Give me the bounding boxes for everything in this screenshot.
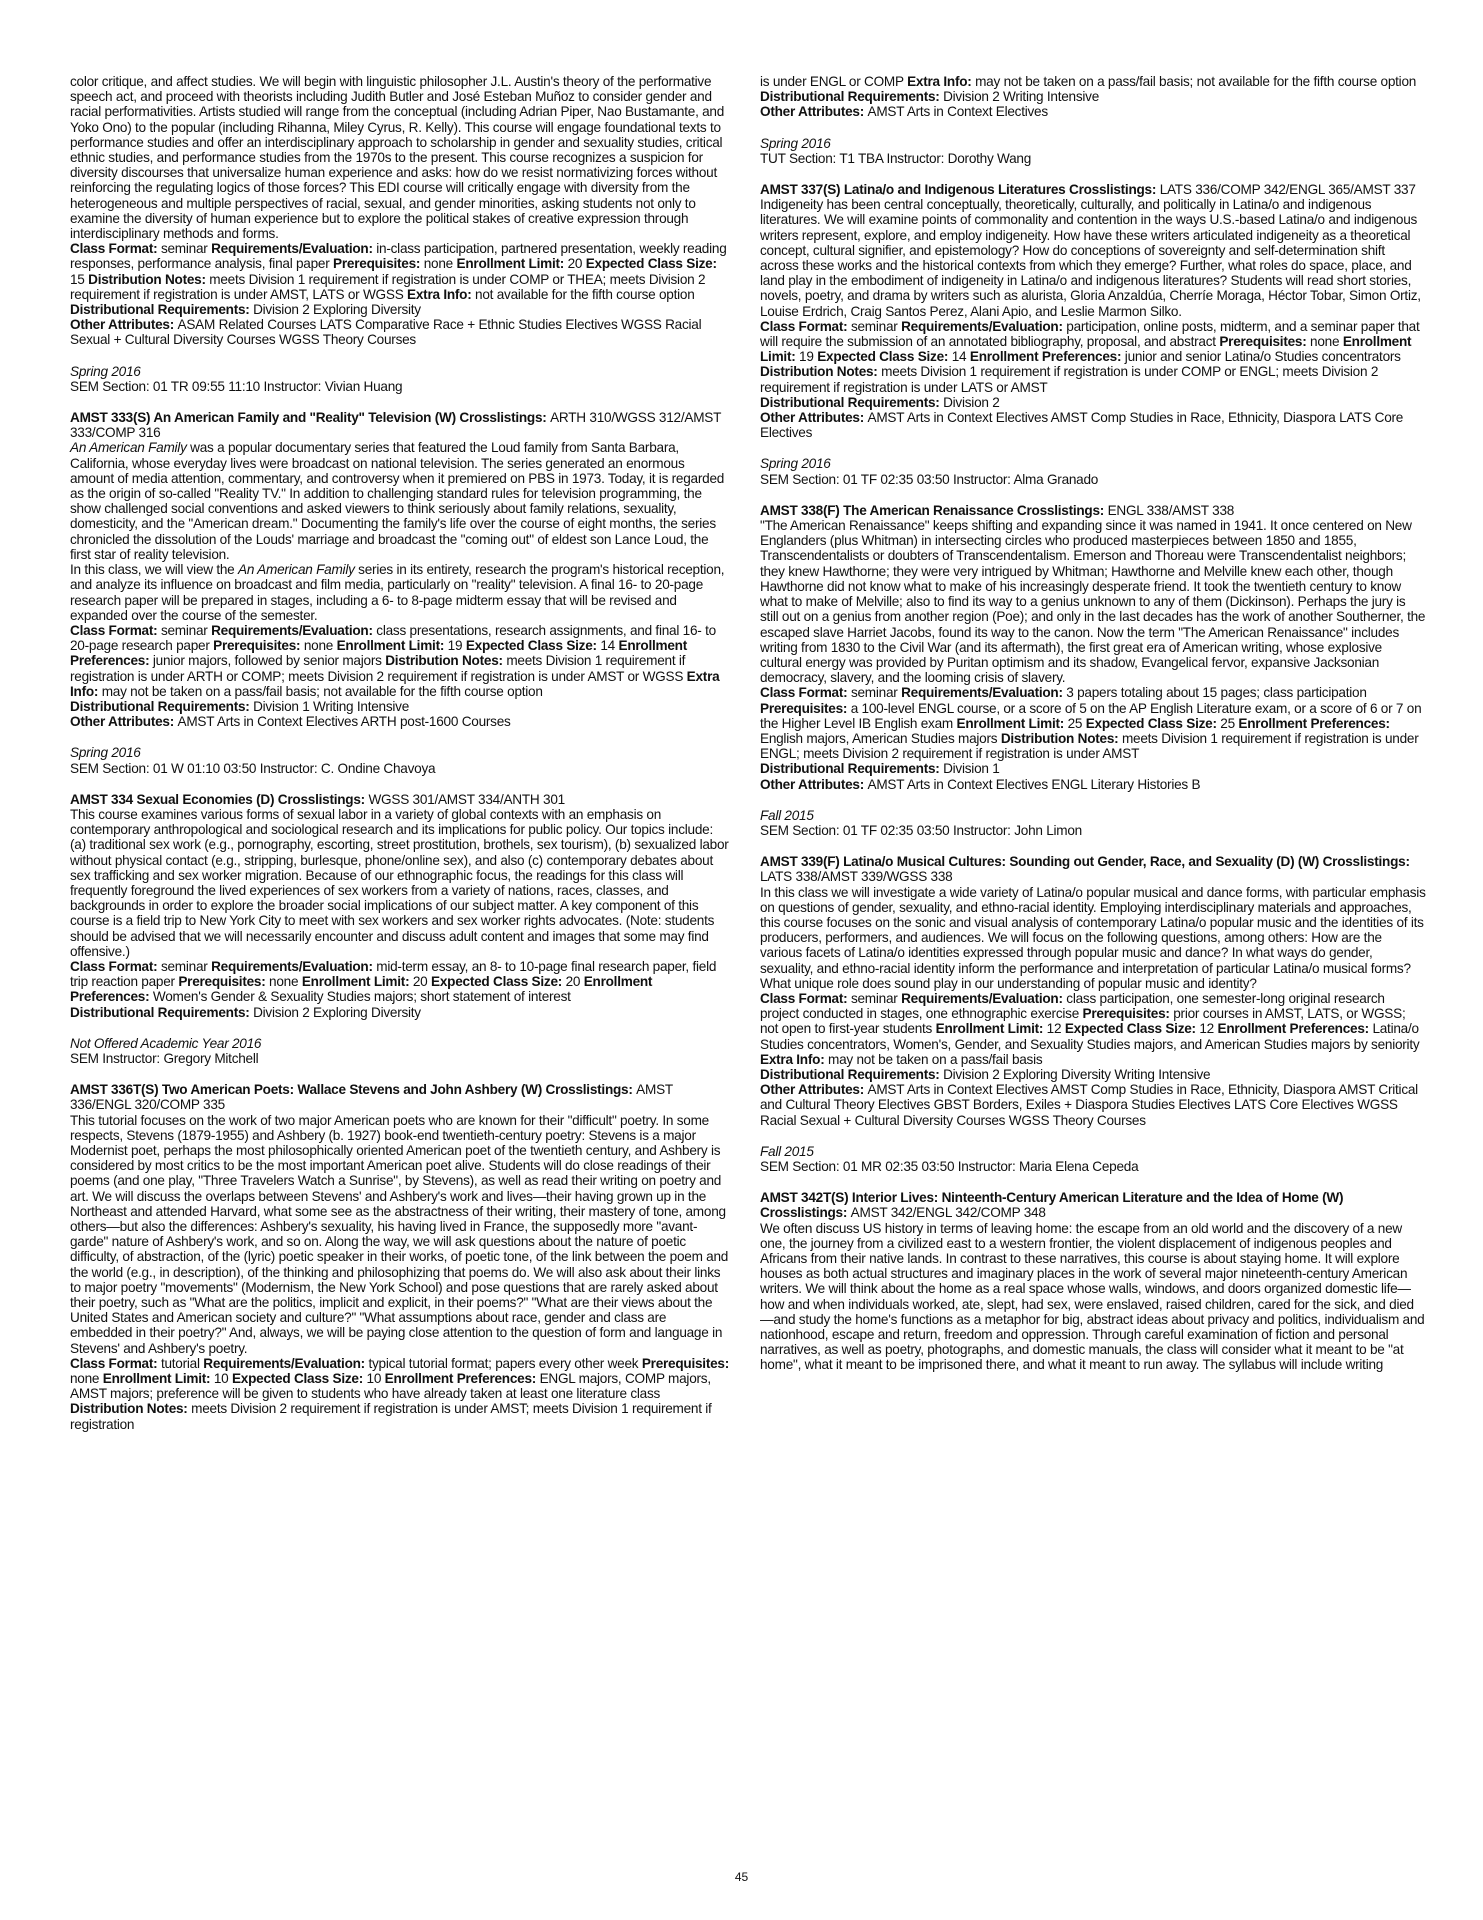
field-value: typical tutorial format; papers every other week <box>368 1355 642 1371</box>
field-label: Distribution Notes: <box>70 1401 192 1417</box>
field-value: AMST Arts in Context Electives <box>867 104 1048 120</box>
course-details <box>70 1356 730 1432</box>
field-label: Prerequisites: <box>760 700 851 716</box>
field-label: Enrollment Limit: <box>301 974 413 990</box>
field-value: LATS 336/COMP 342/ENGL 365/AMST 337 <box>1159 182 1416 198</box>
field-value: 19 <box>799 349 818 365</box>
field-label: Extra Info: <box>760 1051 828 1067</box>
course-details <box>70 562 730 623</box>
field-label: Requirements/Evaluation: <box>901 318 1067 334</box>
field-label: Expected Class Size: <box>431 974 566 990</box>
spacer <box>70 394 730 410</box>
field-value: 20 <box>565 974 584 990</box>
field-value: AMST 342/ENGL 342/COMP 348 <box>850 1205 1046 1221</box>
field-label: Other Attributes: <box>70 317 178 333</box>
course-details <box>70 714 730 729</box>
term-label: Fall 2015 <box>760 807 814 823</box>
page-number: 45 <box>734 1870 749 1884</box>
field-value: none <box>1310 334 1343 350</box>
course-details <box>760 854 1426 884</box>
right-column <box>760 74 1426 1373</box>
field-value: Division 2 Exploring Diversity <box>253 302 421 318</box>
course-details <box>70 1005 730 1020</box>
field-label: Enrollment Limit: <box>456 256 568 272</box>
field-value: ASAM Related Courses LATS Comparative Race + Ethnic Studies Electives WGSS Racial Sexual + Cultural Diversity Courses WGSS Theory Courses <box>70 317 702 348</box>
course-details <box>760 777 1426 792</box>
field-value: tutorial <box>160 1355 204 1371</box>
field-value: class presentations, research assignments, and final 16- to 20-page research paper <box>70 622 716 654</box>
field-label: Class Format: <box>70 241 161 257</box>
field-label: Requirements/Evaluation: <box>901 685 1067 701</box>
field-value: was a popular documentary series that featured the Loud family from Santa Barbara, California, whose everyday lives were broadcast on national television. The series generated an enormous amount of media attention, commentary, and controversy when it premiered on PBS in 1973. Today, it is regarded as the origin of so-called "Reality TV." In addition to challenging standard rules for television programming, the show challenged social conventions and asked viewers to think seriously about family relations, sexuality, domesticity, and the "American dream." Documenting the family's life over the course of eight months, the series chronicled the dissolution of the Louds' marriage and broadcast the "coming out" of eldest son Lance Loud, the first star of reality television. <box>70 440 725 562</box>
course-details <box>70 699 730 714</box>
field-value: Division 2 Exploring Diversity <box>253 1004 421 1020</box>
field-value: Division 1 Writing Intensive <box>253 698 410 714</box>
left-column <box>70 74 730 1432</box>
field-value: 14 <box>600 638 619 654</box>
field-value: in-class participation, partnered presentation, weekly reading responses, performance analysis, final paper <box>70 241 727 272</box>
field-value: Division 1 <box>943 761 1000 777</box>
spacer <box>760 792 1426 808</box>
spacer <box>760 487 1426 503</box>
course-details <box>70 959 730 1005</box>
field-label: Enrollment Preferences: <box>70 638 687 669</box>
field-label: Enrollment Preferences: <box>1217 1021 1373 1037</box>
field-label: Enrollment Limit: <box>336 638 448 654</box>
field-value: AMST Arts in Context Electives AMST Comp Studies in Race, Ethnicity, Diaspora AMST Critical and Cultural Theory Electives GBST Borders, Exiles + Diaspora Studies Electives LATS Core Electives WGSS Racial Sexual + Cultural Diversity Courses WGSS Theory Courses <box>760 1082 1418 1128</box>
course-details <box>760 991 1426 1067</box>
section-info: TUT Section: T1 TBA Instructor: Dorothy Wang <box>760 150 1032 166</box>
field-value: AMST 336/ENGL 320/COMP 335 <box>70 1082 673 1113</box>
field-label: Expected Class Size: <box>1085 715 1221 731</box>
field-label: AMST 342T(S) Interior Lives: Ninteenth-Century American Literature and the Idea of Home (W) Crosslistings: <box>760 1190 1344 1221</box>
course-details <box>70 623 730 699</box>
field-value: meets Division 1 requirement if registration is under ENGL; meets Division 2 requirement if registration is under AMST <box>760 730 1419 762</box>
field-label: Extra Info: <box>407 286 476 302</box>
field-value: not available for the fifth course option <box>475 286 695 302</box>
field-value: class participation, one semester-long original research project conducted in stages, one ethnographic exercise <box>760 990 1385 1022</box>
field-label: Other Attributes: <box>760 1082 868 1098</box>
field-label: Enrollment Preferences: <box>1238 715 1390 731</box>
field-value: ARTH 310/WGSS 312/AMST 333/COMP 316 <box>70 410 721 441</box>
field-label: Other Attributes: <box>760 776 868 792</box>
field-label: Requirements/Evaluation: <box>901 990 1067 1006</box>
italic-title: An American Family <box>70 440 187 456</box>
field-label: Other Attributes: <box>70 714 178 730</box>
field-label: Enrollment Preferences: <box>384 1371 540 1387</box>
field-label: Class Format: <box>70 1355 161 1371</box>
field-value: seminar <box>160 241 212 257</box>
field-label: Prerequisites: <box>213 638 304 654</box>
field-value: none <box>70 1371 103 1387</box>
field-label: Distributional Requirements: <box>760 1066 944 1082</box>
course-description: color critique, and affect studies. We will begin with linguistic philosopher J.L. Austin's theory of the performative speech act, and proceed with theorists including Judith Butler and José Esteban Muñoz to consider gender and racial performativities. Artists studied will range from the conceptual (including Adrian Piper, Nao Bustamante, and Yoko Ono) to the popular (including Rihanna, Miley Cyrus, R. Kelly). This course will engage foundational texts to performance studies and offer an interdisciplinary approach to scholarship in gender and sexuality studies, critical ethnic studies, and performance studies from the 1970s to the present. This course recognizes a suspicion for diversity discourses that universalize human experience and asks: how do we resist normativizing forces without reinforcing the regulating logics of those forces? This EDI course will critically engage with diversity from the heterogeneous and multiple perspectives of racial, sexual, and gender minorities, asking students not only to examine the diversity of human experience but to explore the political stakes of creative expression through interdisciplinary methods and forms. <box>70 74 725 242</box>
term-label: Spring 2016 <box>760 456 831 472</box>
field-value: 15 <box>70 271 89 287</box>
field-label: Expected Class Size: <box>1064 1021 1200 1037</box>
course-details <box>760 503 1426 518</box>
field-value: LATS 338/AMST 339/WGSS 338 <box>760 869 953 885</box>
course-details <box>70 241 730 302</box>
field-label: Extra Info: <box>907 74 976 89</box>
field-value: ENGL majors, COMP majors, AMST majors; preference will be given to students who have already taken at least one literature class <box>70 1371 711 1402</box>
field-label: Distributional Requirements: <box>760 761 944 777</box>
field-value: is under ENGL or COMP <box>760 74 908 89</box>
spacer <box>70 1066 730 1082</box>
field-label: Requirements/Evaluation: <box>211 241 377 257</box>
field-label: Prerequisites: <box>1082 1006 1174 1022</box>
field-value: Division 2 Writing Intensive <box>943 89 1100 105</box>
field-value: AMST Arts in Context Electives AMST Comp Studies in Race, Ethnicity, Diaspora LATS Core Electives <box>760 410 1404 441</box>
course-details <box>70 410 730 440</box>
field-label: Prerequisites: <box>641 1355 730 1371</box>
field-value: meets Division 1 requirement if registration is under ARTH or COMP; meets Division 2 requirement if registration is under AMST or WGSS <box>70 653 687 684</box>
field-value: none <box>303 638 337 654</box>
field-value: participation, online posts, midterm, and a seminar paper that will require the submission of an annotated bibliography, proposal, and abstract <box>760 318 1420 350</box>
field-value: junior and senior Latina/o Studies concentrators <box>1124 349 1401 365</box>
field-label: Class Format: <box>70 958 161 974</box>
course-details <box>70 792 730 807</box>
field-value: 12 <box>1199 1021 1218 1037</box>
field-value: Division 2 Exploring Diversity Writing Intensive <box>943 1066 1211 1082</box>
spacer <box>760 1174 1426 1190</box>
field-label: Enrollment Limit: <box>956 715 1068 731</box>
field-value: 20 <box>412 974 432 990</box>
field-label: Distributional Requirements: <box>70 302 254 318</box>
field-value: seminar <box>160 622 212 638</box>
field-value: seminar <box>160 958 212 974</box>
term-label: Spring 2016 <box>760 135 831 151</box>
field-value: may not be taken on a pass/fail basis; not available for the fifth course option <box>975 74 1417 89</box>
field-value: 25 <box>1067 715 1086 731</box>
course-description: Indigeneity has been central conceptually, theoretically, culturally, and politically in Latina/o and indigenous literatures. We will examine points of commonality and contention in the ways U.S.-based Latina/o and indigenous writers represent, explore, and employ indigeneity. How have these writers articulated indigeneity as a theoretical concept, cultural signifier, and epistemology? How do conceptions of sovereignty and self-determination shift across these works and the historical contexts from which they emerge? Further, what roles do space, place, and land play in the embodiment of indigeneity in Latina/o and indigenous literatures? Students will read short stories, novels, poetry, and drama by writers such as alurista, Gloria Anzaldúa, Cherríe Moraga, Héctor Tobar, Simon Ortiz, Louise Erdrich, Craig Santos Perez, Alani Apio, and Leslie Marmon Silko. <box>760 197 1421 319</box>
spacer <box>70 348 730 364</box>
field-value: seminar <box>850 685 902 701</box>
field-label: Class Format: <box>760 990 851 1006</box>
field-label: Class Format: <box>70 622 161 638</box>
field-value: meets Division 1 requirement if registration is under COMP or THEA; meets Division 2 requirement if registration is under AMST, LATS or WGSS <box>70 271 706 302</box>
field-value: seminar <box>850 318 902 334</box>
field-label: Requirements/Evaluation: <box>211 958 377 974</box>
section-info: SEM Section: 01 TR 09:55 11:10 Instructor: Vivian Huang <box>70 378 403 394</box>
field-value: may not be taken on a pass/fail basis; not available for the fifth course option <box>101 683 543 699</box>
field-value: meets Division 2 requirement if registration is under AMST; meets Division 1 requirement if registration <box>70 1401 712 1432</box>
field-label: Distribution Notes: <box>385 653 507 669</box>
field-value: 12 <box>1046 1021 1065 1037</box>
term-label: Not Offered Academic Year 2016 <box>70 1035 262 1051</box>
field-value: a 100-level ENGL course, or a score of 5 on the AP English Literature exam, or a score of 6 or 7 on the Higher Level IB English exam <box>760 700 1422 731</box>
spacer <box>70 776 730 792</box>
course-description: "The American Renaissance" keeps shifting and expanding since it was named in 1941. It once centered on New Englanders (plus Whitman) in intersecting circles who produced masterpieces between 1850 and 1855, Transcendentalists or doubters of Transcendentalism. Emerson and Thoreau were Transcendentalist neighbors; they knew Hawthorne; they were very intrigued by Whitman; Hawthorne and Melville knew each other, though Hawthorne did not know what to make of his increasingly desperate friend. It took the twentieth century to know what to make of Melville; also to find its way to a genius unknown to any of them (Dickinson). Perhaps the jury is still out on a genius from another region (Poe); and only in the last decades has the work of another Southerner, the escaped slave Harriet Jacobs, found its way to the canon. Now the term "The American Renaissance" includes writing from 1830 to the Civil War (and its aftermath), the first great era of American writing, whose explosive cultural energy was provided by Puritan optimism and its shadow, Evangelical fervor, expansive Jacksonian democracy, slavery, and the looming crisis of slavery. <box>760 518 1426 686</box>
field-label: AMST 333(S) An American Family and "Reality" Television (W) Crosslistings: <box>70 410 551 426</box>
field-label: AMST 337(S) Latina/o and Indigenous Literatures Crosslistings: <box>760 182 1160 198</box>
course-details <box>760 74 1426 89</box>
field-label: Class Format: <box>760 318 851 334</box>
section-info: SEM Section: 01 MR 02:35 03:50 Instructor: Maria Elena Cepeda <box>760 1159 1139 1174</box>
field-label: Expected Class Size: <box>817 349 952 365</box>
course-details <box>760 89 1426 104</box>
field-value: 19 <box>447 638 466 654</box>
course-details <box>760 1067 1426 1082</box>
field-value: WGSS 301/AMST 334/ANTH 301 <box>368 791 565 807</box>
field-value: English majors, American Studies majors <box>760 730 1001 746</box>
course-details <box>760 1082 1426 1128</box>
spacer <box>70 1020 730 1036</box>
field-label: Enrollment Limit: <box>935 1021 1047 1037</box>
field-value: AMST Arts in Context Electives ARTH post-1600 Courses <box>177 714 511 730</box>
field-label: Extra Info: <box>70 668 720 699</box>
course-details <box>760 685 1426 761</box>
term-label: Fall 2015 <box>760 1143 814 1159</box>
field-label: Distribution Notes: <box>760 364 882 380</box>
section-info: SEM Section: 01 W 01:10 03:50 Instructor: C. Ondine Chavoya <box>70 760 436 776</box>
field-label: Requirements/Evaluation: <box>203 1355 369 1371</box>
field-value: none <box>269 974 302 990</box>
field-value: 10 <box>213 1371 232 1387</box>
field-value: meets Division 1 requirement if registration is under COMP or ENGL; meets Division 2 requirement if registration is under LATS or AMST <box>760 364 1379 395</box>
course-details <box>70 302 730 317</box>
spacer <box>760 838 1426 854</box>
section-info: SEM Section: 01 TF 02:35 03:50 Instructor: John Limon <box>760 822 1082 838</box>
field-value: 10 <box>366 1371 385 1387</box>
section-info: SEM Section: 01 TF 02:35 03:50 Instructor: Alma Granado <box>760 471 1099 487</box>
field-value: Women's Gender & Sexuality Studies majors; short statement of interest <box>152 989 571 1005</box>
spacer <box>760 440 1426 456</box>
field-label: AMST 334 Sexual Economies (D) Crosslistings: <box>70 791 369 807</box>
field-label: Distribution Notes: <box>88 271 210 287</box>
field-label: Enrollment Preferences: <box>70 974 653 1005</box>
field-label: Distributional Requirements: <box>760 89 944 105</box>
course-description: This tutorial focuses on the work of two major American poets who are known for their "difficult" poetry. In some respects, Stevens (1879-1955) and Ashbery (b. 1927) book-end twentieth-century poetry: Stevens is a major Modernist poet, perhaps the most philosophically oriented American poet of the twentieth century, and Ashbery is considered by most critics to be the most important American poet alive. Students will do close readings of their poems (and one play, "Three Travelers Watch a Sunrise", by Stevens), as well as read their writing on poetry and art. We will discuss the overlaps between Stevens' and Ashbery's work and lives—their having grown up in the Northeast and attended Harvard, what some see as the abstractness of their writing, their mastery of tone, among others—but also the differences: Ashbery's sexuality, his having lived in France, the supposedly more "avant-garde" nature of Ashbery's work, and so on. Along the way, we will ask questions about the nature of poetic difficulty, of abstraction, of the (lyric) poetic speaker in their works, of poetic tone, of the link between the poem and the world (e.g., in description), of the thinking and philosophizing that poems do. We will also ask about their links to major poetry "movements" (Modernism, the New York School) and pose questions that are rarely asked about their poetry, such as "What are the politics, implicit and explicit, in their poems?" "What are their views about the United States and American society and culture?" "What assumptions about race, gender and class are embedded in their poetry?" And, always, we will be paying close attention to the question of form and language in Stevens' and Ashbery's poetry. <box>70 1112 729 1356</box>
field-value: series in its entirety, research the program's historical reception, and analyze its influence on broadcast and film media, particularly on "reality" television. A final 16- to 20-page research paper will be prepared in stages, including a 6- to 8-page midterm essay that will be revised and expanded over the course of the semester. <box>70 562 725 623</box>
section-info: SEM Instructor: Gregory Mitchell <box>70 1050 259 1066</box>
course-description: We often discuss US history in terms of leaving home: the escape from an old world and the discovery of a new one, the journey from a civilized east to a western frontier, the violent displacement of indigenous peoples and Africans from their native lands. In contrast to these narratives, this course is about staying home. It will explore houses as both actual structures and imaginary places in the work of several major nineteenth-century American writers. We will think about the home as a real space whose walls, windows, and doors organized domestic life— how and when individuals worked, ate, slept, had sex, were enslaved, raised children, cared for the sick, and died—and study the home's functions as a metaphor for big, abstract ideas about privacy and politics, individualism and nationhood, escape and return, freedom and oppression. Through careful examination of fiction and personal narratives, as well as poetry, photographs, and domestic manuals, the class will consider what it meant to be "at home", what it meant to be imprisoned there, and what it meant to run away. The syllabus will include writing <box>760 1220 1425 1373</box>
field-value: none <box>423 256 457 272</box>
course-details <box>760 104 1426 119</box>
course-details <box>70 440 730 562</box>
field-label: AMST 336T(S) Two American Poets: Wallace Stevens and John Ashbery (W) Crosslistings: <box>70 1082 637 1098</box>
field-value: 3 papers totaling about 15 pages; class participation <box>1066 685 1367 701</box>
field-value: In this class, we will view the <box>70 562 239 578</box>
course-details <box>70 1082 730 1112</box>
spacer <box>70 729 730 745</box>
field-value: 25 <box>1220 715 1239 731</box>
term-label: Spring 2016 <box>70 745 141 761</box>
course-details <box>760 1190 1426 1220</box>
field-value: ENGL 338/AMST 338 <box>1107 502 1235 518</box>
field-label: Prerequisites: <box>178 974 270 990</box>
field-label: AMST 338(F) The American Renaissance Crosslistings: <box>760 502 1108 518</box>
course-details <box>760 761 1426 776</box>
field-value: seminar <box>850 990 902 1006</box>
spacer <box>760 1128 1426 1144</box>
field-label: Expected Class Size: <box>465 638 601 654</box>
course-details <box>760 395 1426 410</box>
field-value: 14 <box>951 349 970 365</box>
field-label: Enrollment Preferences: <box>969 349 1125 365</box>
field-label: Distributional Requirements: <box>70 698 254 714</box>
field-label: Requirements/Evaluation: <box>211 622 377 638</box>
field-label: Class Format: <box>760 685 851 701</box>
field-label: Prerequisites: <box>1219 334 1311 350</box>
field-label: Expected Class Size: <box>231 1371 367 1387</box>
course-details <box>760 182 1426 197</box>
course-description: In this class we will investigate a wide variety of Latina/o popular musical and dance forms, with particular emphasis on questions of gender, sexuality, and ethno-racial identity. Employing interdisciplinary materials and approaches, this course focuses on the sonic and visual analysis of contemporary Latina/o popular music and the identities of its producers, performers, and audiences. We will focus on the following questions, among others: How are the various facets of Latina/o identities expressed through popular music and dance? In what ways do gender, sexuality, and ethno-racial identity inform the performance and interpretation of particular Latina/o musical forms? What unique role does sound play in our understanding of popular music and identity? <box>760 884 1426 991</box>
field-label: Distribution Notes: <box>1000 730 1122 746</box>
field-label: Other Attributes: <box>760 410 868 426</box>
field-label: Enrollment Limit: <box>102 1371 214 1387</box>
spacer <box>760 166 1426 182</box>
field-value: Latina/o Studies concentrators, Women's, Gender, and Sexuality Studies majors, and American Studies majors by seniority <box>760 1021 1420 1052</box>
course-details <box>760 319 1426 395</box>
field-value: Division 2 <box>943 394 1000 410</box>
course-details <box>760 410 1426 440</box>
field-label: AMST 339(F) Latina/o Musical Cultures: Sounding out Gender, Race, and Sexuality (D) (W) Crosslistings: <box>760 854 1410 870</box>
field-value: prior courses in AMST, LATS, or WGSS; not open to first-year students <box>760 1006 1406 1037</box>
field-label: Other Attributes: <box>760 104 868 120</box>
field-value: 20 <box>567 256 586 272</box>
italic-title: An American Family <box>238 562 355 578</box>
field-label: Distributional Requirements: <box>70 1004 254 1020</box>
field-label: Prerequisites: <box>333 256 424 272</box>
field-value: AMST Arts in Context Electives ENGL Literary Histories B <box>867 776 1201 792</box>
field-label: Expected Class Size: <box>585 256 717 272</box>
spacer <box>760 120 1426 136</box>
field-value: mid-term essay, an 8- to 10-page final research paper, field trip reaction paper <box>70 958 717 990</box>
field-label: Enrollment Limit: <box>760 334 1412 365</box>
term-label: Spring 2016 <box>70 363 141 379</box>
course-description: This course examines various forms of sexual labor in a variety of global contexts with an emphasis on contemporary anthropological and sociological research and its implications for public policy. Our topics include: (a) traditional sex work (e.g., pornography, escorting, street prostitution, brothels, sex tourism), (b) sexualized labor without physical contact (e.g., stripping, burlesque, phone/online sex), and also (c) contemporary debates about sex trafficking and sex worker migration. Because of our ethnographic focus, the readings for this class will frequently foreground the lived experiences of sex workers from a variety of nations, races, classes, and backgrounds in order to explore the broader social implications of our subject matter. A key component of this course is a field trip to New York City to meet with sex workers and sex worker rights advocates. (Note: students should be advised that we will necessarily encounter and discuss adult content and images that some may find offensive.) <box>70 806 729 959</box>
field-value: junior majors, followed by senior majors <box>152 653 386 669</box>
field-label: Distributional Requirements: <box>760 394 944 410</box>
field-value: may not be taken on a pass/fail basis <box>828 1051 1043 1067</box>
course-details <box>70 317 730 347</box>
